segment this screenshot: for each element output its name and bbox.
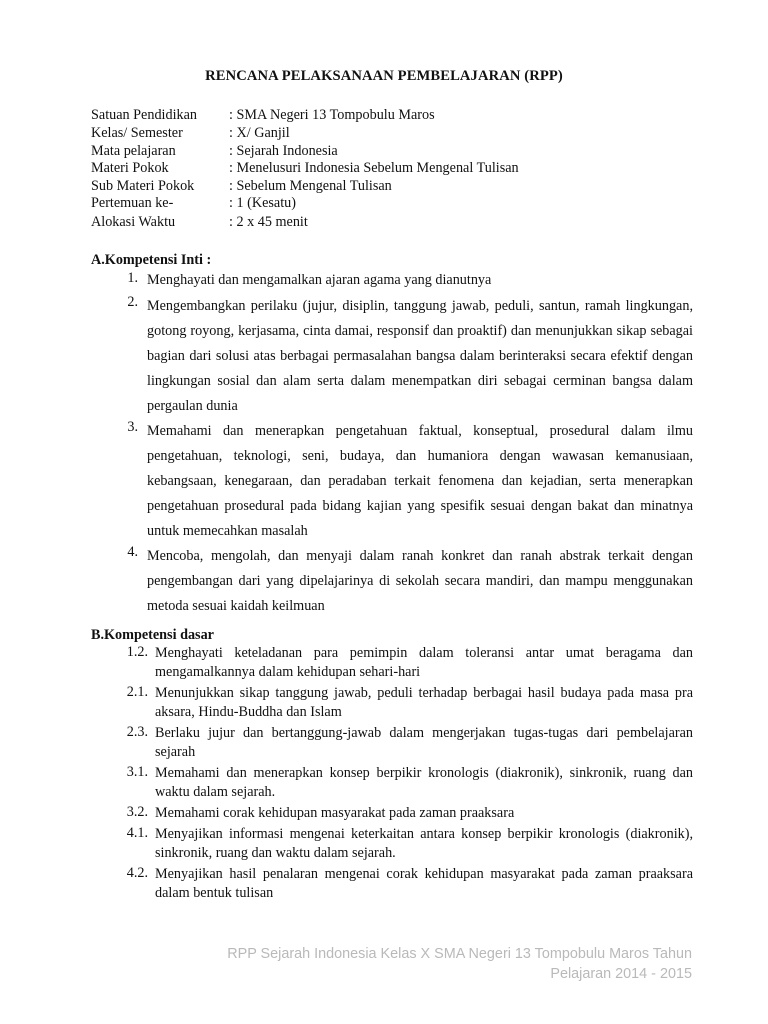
footer-line-2: Pelajaran 2014 - 2015 (550, 966, 692, 982)
meta-label: Satuan Pendidikan (91, 107, 197, 123)
item-text: Menunjukkan sikap tanggung jawab, peduli terhadap berbagai hasil budaya pada masa pra aksara, Hindu-Buddha dan Islam (155, 685, 693, 720)
item-text: Mengembangkan perilaku (jujur, disiplin, tanggung jawab, peduli, santun, ramah lingkungan, gotong royong, kerjasama, cinta damai, responsif dan proaktif) dan menunjukkan sikap sebagai bagian dari solusi atas berbagai permasalahan bangsa dalam berinteraksi secara efektif dengan lingkungan sosial dan alam serta dalam menempatkan diri sebagai cerminan bangsa dalam pergaulan dunia (147, 298, 693, 414)
meta-value: : X/ Ganjil (229, 125, 290, 141)
identity-table (91, 106, 519, 231)
item-number: 2. (127, 294, 138, 310)
meta-value: : Sejarah Indonesia (229, 143, 338, 159)
item-text: Menghayati keteladanan para pemimpin dalam toleransi antar umat beragama dan mengamalkannya dalam kehidupan sehari-hari (155, 645, 693, 680)
meta-row-alokasi (91, 213, 519, 231)
item-number: 2.1. (126, 684, 148, 700)
meta-value: : SMA Negeri 13 Tompobulu Maros (229, 107, 435, 123)
list-item (91, 865, 693, 903)
meta-row-mapel (91, 142, 519, 160)
item-text: Menyajikan hasil penalaran mengenai corak kehidupan masyarakat pada zaman praaksara dalam bentuk tulisan (155, 866, 693, 901)
item-text: Memahami dan menerapkan konsep berpikir kronologis (diakronik), sinkronik, ruang dan waktu dalam sejarah. (155, 765, 693, 800)
list-item (91, 724, 693, 762)
meta-value: : 2 x 45 menit (229, 213, 308, 230)
item-number: 4.2. (126, 865, 148, 881)
item-text: Berlaku jujur dan bertanggung-jawab dalam mengerjakan tugas-tugas dari pembelajaran sejarah (155, 725, 693, 760)
item-number: 4. (127, 544, 138, 560)
list-item (91, 419, 693, 544)
item-number: 2.3. (126, 724, 148, 740)
list-item (91, 684, 693, 722)
item-number: 4.1. (126, 825, 148, 841)
list-item (91, 294, 693, 419)
meta-label: Materi Pokok (91, 160, 169, 176)
meta-row-submateri (91, 178, 519, 196)
meta-row-pertemuan (91, 195, 519, 213)
list-item (91, 764, 693, 802)
list-item (91, 270, 693, 290)
item-text: Menyajikan informasi mengenai keterkaitan antara konsep berpikir kronologis (diakronik), sinkronik, ruang dan waktu dalam sejarah. (155, 826, 693, 861)
list-item (91, 644, 693, 682)
item-text: Memahami dan menerapkan pengetahuan faktual, konseptual, prosedural dalam ilmu pengetahuan, teknologi, seni, budaya, dan humaniora dengan wawasan kemanusiaan, kebangsaan, kenegaraan, dan peradaban terkait fenomena dan kejadian, serta menerapkan pengetahuan prosedural pada bidang kajian yang spesifik sesuai dengan bakat dan minatnya untuk memecahkan masalah (147, 423, 693, 539)
kompetensi-inti-heading: A.Kompetensi Inti : (91, 252, 212, 268)
item-text: Mencoba, mengolah, dan menyaji dalam ranah konkret dan ranah abstrak terkait dengan pengembangan dari yang dipelajarinya di sekolah secara mandiri, dan mampu menggunakan metoda sesuai kaidah keilmuan (147, 548, 693, 614)
list-item (91, 804, 693, 823)
meta-value: : Menelusuri Indonesia Sebelum Mengenal Tulisan (229, 160, 519, 176)
kompetensi-dasar-list (91, 644, 693, 905)
meta-row-kelas (91, 124, 519, 142)
item-text: Memahami corak kehidupan masyarakat pada zaman praaksara (155, 805, 515, 821)
document-title: RENCANA PELAKSANAAN PEMBELAJARAN (RPP) (205, 68, 563, 84)
item-number: 3.1. (126, 764, 148, 780)
footer-line-1: RPP Sejarah Indonesia Kelas X SMA Negeri 13 Tompobulu Maros Tahun (227, 946, 692, 962)
meta-label: Sub Materi Pokok (91, 177, 195, 194)
kompetensi-inti-list (91, 270, 693, 619)
meta-label: Pertemuan ke- (91, 195, 174, 211)
item-text: Menghayati dan mengamalkan ajaran agama yang dianutnya (147, 272, 492, 288)
item-number: 1.2. (126, 644, 148, 660)
meta-value: : Sebelum Mengenal Tulisan (229, 177, 392, 194)
meta-row-materi (91, 160, 519, 178)
item-number: 3. (127, 419, 138, 435)
item-number: 3.2. (126, 804, 148, 820)
item-number: 1. (127, 270, 138, 286)
list-item (91, 544, 693, 619)
meta-label: Alokasi Waktu (91, 213, 176, 230)
meta-value: : 1 (Kesatu) (229, 195, 296, 211)
kompetensi-dasar-heading: B.Kompetensi dasar (91, 627, 214, 643)
meta-row-satuan (91, 106, 519, 124)
page-footer (92, 944, 692, 984)
list-item (91, 825, 693, 863)
meta-label: Mata pelajaran (91, 143, 176, 159)
meta-label: Kelas/ Semester (91, 125, 183, 141)
